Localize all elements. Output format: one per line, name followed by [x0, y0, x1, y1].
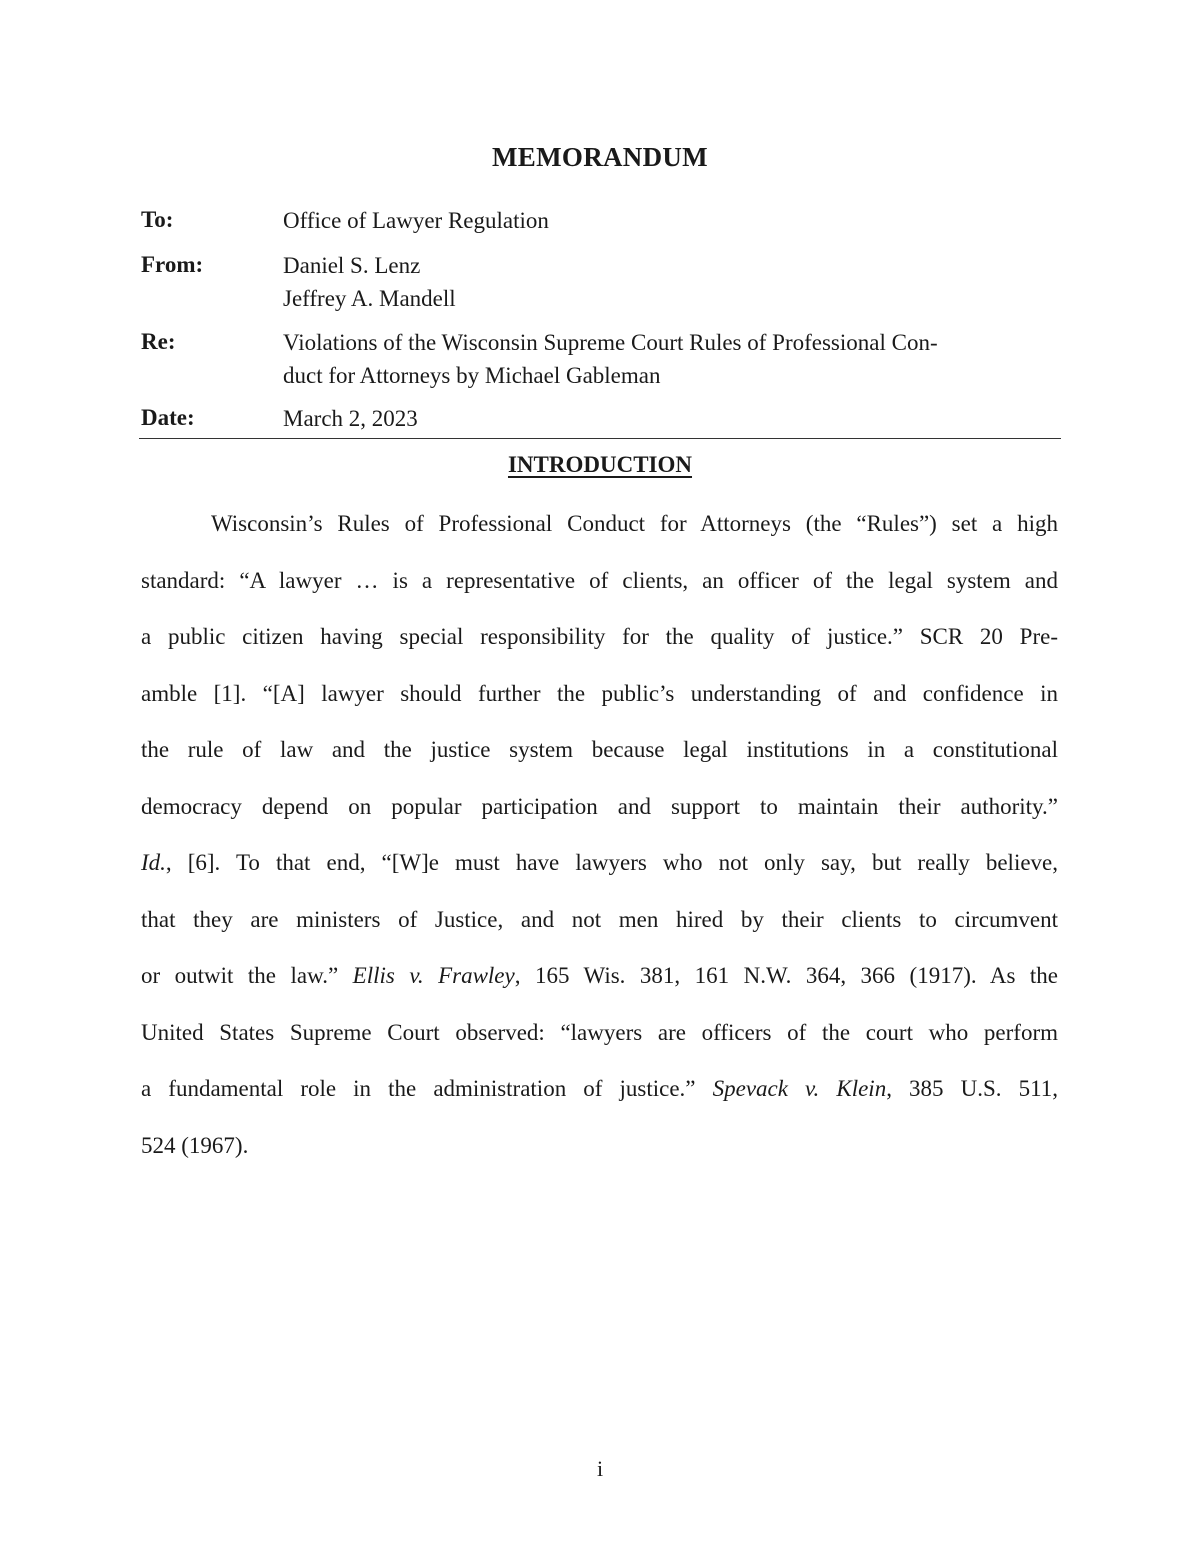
- subject-line: duct for Attorneys by Michael Gableman: [283, 363, 661, 388]
- text-run: , [6]. To that end, “[W]e must have lawyers who not only say, but really believe,: [165, 850, 1058, 875]
- paragraph-line: [141, 1073, 1058, 1130]
- paragraph-line: [141, 508, 1058, 565]
- text-run: United States Supreme Court observed: “lawyers are officers of the court who perform: [141, 1019, 1058, 1045]
- paragraph-line: [141, 791, 1058, 848]
- to-value: [283, 204, 549, 237]
- from-value: [283, 249, 456, 315]
- case-citation: Ellis v. Frawley: [352, 963, 515, 988]
- paragraph-line: [141, 621, 1058, 678]
- section-heading: [0, 452, 1200, 478]
- to-label: To:: [141, 207, 174, 232]
- text-run: or outwit the law.”: [141, 963, 353, 988]
- text-run: the rule of law and the justice system because legal institutions in a constitutional: [141, 737, 1058, 762]
- paragraph-line: [141, 1017, 1058, 1074]
- paragraph-line: [141, 904, 1058, 961]
- re-label: Re:: [141, 329, 176, 354]
- paragraph-line: [141, 678, 1058, 735]
- paragraph-line: [141, 960, 1058, 1017]
- text-run: a fundamental role in the administration of justice.”: [141, 1076, 713, 1101]
- case-citation: Spevack v. Klein: [712, 1076, 887, 1101]
- case-citation: Id.: [141, 850, 166, 875]
- date-value: [283, 402, 418, 435]
- recipient: Office of Lawyer Regulation: [283, 208, 549, 233]
- text-run: democracy depend on popular participation and support to maintain their authority.”: [141, 793, 1058, 819]
- text-run: that they are ministers of Justice, and not men hired by their clients to circumvent: [141, 906, 1058, 932]
- paragraph-line: [141, 1130, 1058, 1187]
- date: March 2, 2023: [283, 406, 418, 431]
- text-run: standard: “A lawyer … is a representative of clients, an officer of the legal system and: [141, 567, 1058, 593]
- section-heading-text: INTRODUCTION: [507, 452, 693, 477]
- text-run: , 385 U.S. 511,: [886, 1076, 1058, 1101]
- header-divider: [139, 438, 1061, 439]
- page-number: i: [596, 1456, 604, 1481]
- author: Daniel S. Lenz: [283, 253, 421, 278]
- paragraph-line: [141, 565, 1058, 622]
- memo-title: MEMORANDUM: [492, 142, 708, 172]
- text-run: a public citizen having special responsibility for the quality of justice.” SCR 20 Pre-: [141, 624, 1058, 649]
- text-run: amble [1]. “[A] lawyer should further the public’s understanding of and confidence in: [141, 680, 1058, 706]
- introduction-paragraph: [141, 508, 1058, 1186]
- text-run: , 165 Wis. 381, 161 N.W. 364, 366 (1917). As the: [514, 963, 1058, 988]
- date-label: Date:: [141, 405, 195, 430]
- paragraph-line: [141, 847, 1058, 904]
- text-run: Wisconsin’s Rules of Professional Conduct for Attorneys (the “Rules”) set a high: [211, 511, 1058, 536]
- text-run: 524 (1967).: [141, 1132, 249, 1158]
- from-label: From:: [141, 252, 204, 277]
- subject-line: Violations of the Wisconsin Supreme Court Rules of Professional Con-: [283, 330, 938, 355]
- author: Jeffrey A. Mandell: [283, 286, 456, 311]
- re-value: [283, 326, 938, 392]
- paragraph-line: [141, 734, 1058, 791]
